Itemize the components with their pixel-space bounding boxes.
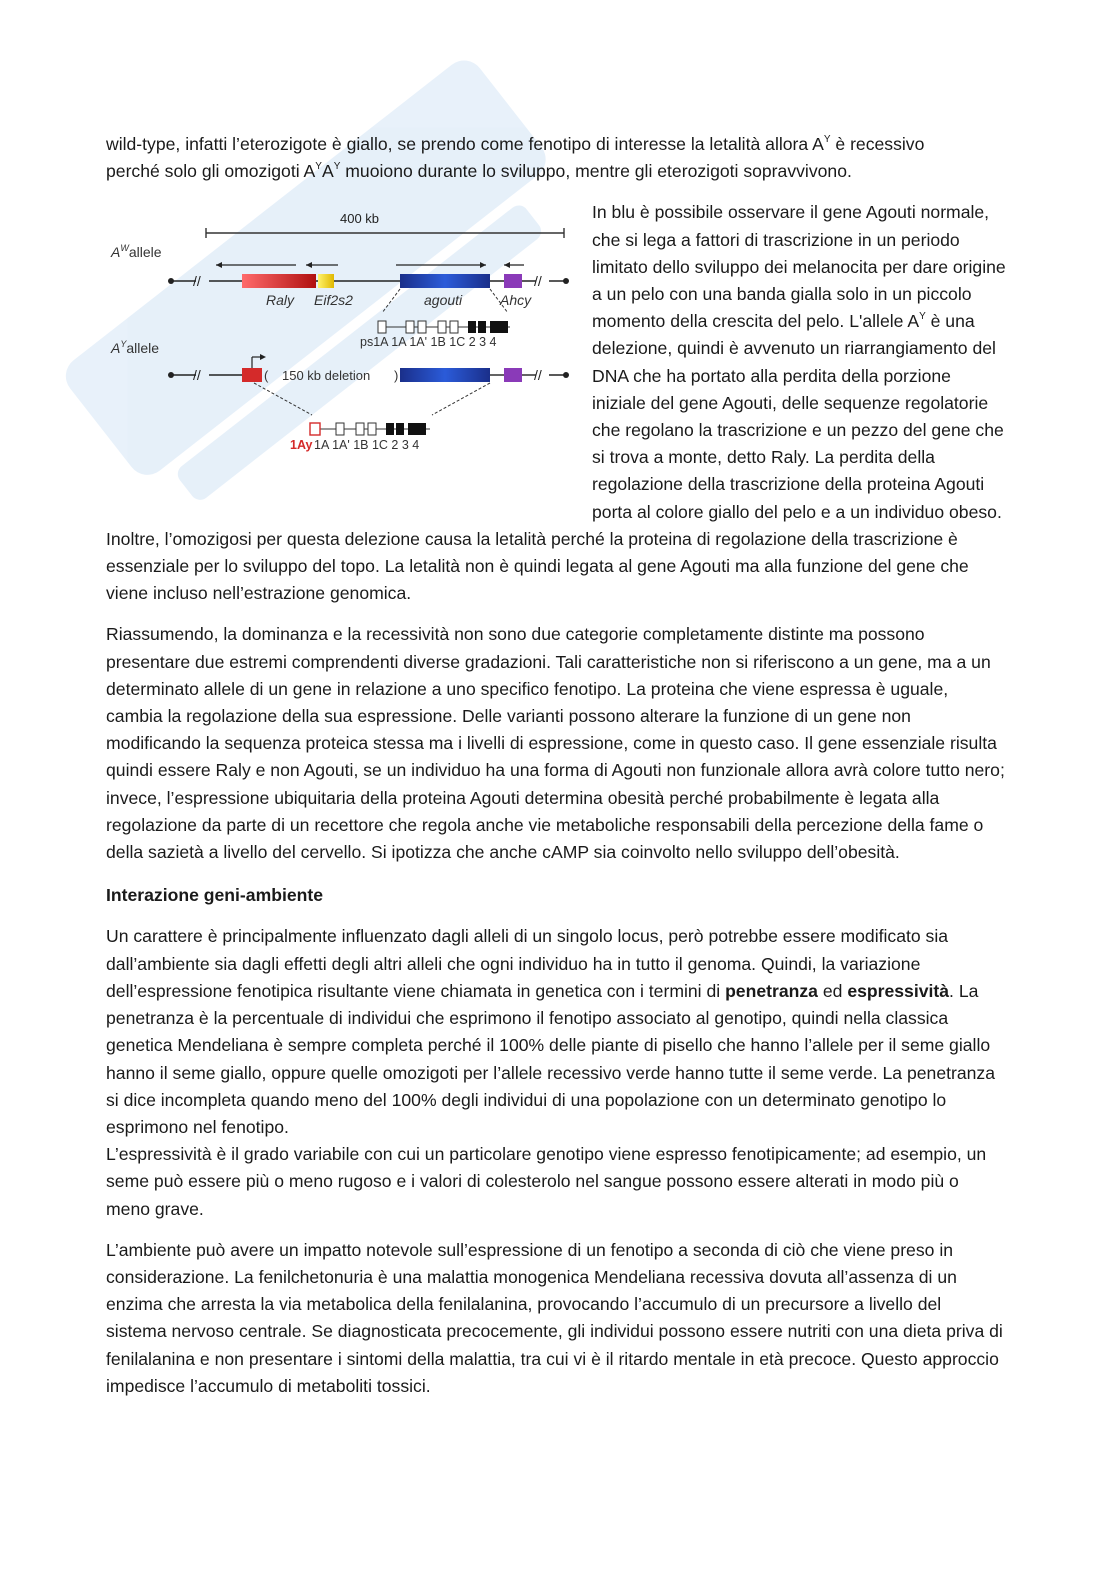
aw-allele-label: $A^Wallele$ xyxy=(111,243,162,261)
intro-paragraph: wild-type, infatti l’eterozigote è giallo, se prendo come fenotipo di interesse la letalità allora $A^Y$ è recessivo perché solo gli omozigoti $A^YA^Y$ muoiono durante lo sviluppo, mentre gli eterozigoti sopravvivono. xyxy=(106,134,925,182)
agouti-explanation-paragraph: In blu è possibile osservare il gene Agouti normale, che si lega a fattori di trascrizione in un periodo limitato dello sviluppo dei melanocita per dare origine a un pelo con una banda gialla solo in un piccolo momento della crescita del pelo. L'allele $A^Y$ è una delezione, quindi è avvenuto un riarrangiamento del DNA che ha portato alla perdita della porzione iniziale del gene Agouti, delle sequenze regolatorie che regolano la trascrizione e un pezzo del gene che si trova a monte, detto Raly. La perdita della regolazione della trascrizione della proteina Agouti porta al colore giallo del pelo e a un individuo obeso. Inoltre, l’omozigosi per questa delezione causa la letalità perché la proteina di regolazione della trascrizione è essenziale per lo sviluppo del topo. La letalità non è quindi legata al gene Agouti ma alla funzione del gene che viene incluso nell’estrazione genomica. xyxy=(106,202,1006,604)
eif2s2-gene-bar xyxy=(318,274,334,288)
svg-text:agouti: agouti xyxy=(424,292,463,309)
raly-gene-bar xyxy=(242,274,316,288)
svg-text:400 kb: 400 kb xyxy=(340,211,380,227)
ay-allele-label: $A^Yallele$ xyxy=(111,339,160,357)
svg-text:): ) xyxy=(394,368,399,384)
ahcy-ay-bar xyxy=(504,368,522,382)
section-heading: Interazione geni-ambiente xyxy=(106,885,324,906)
agouti-gene-bar xyxy=(400,274,490,288)
expressivity-paragraph: L’espressività è il grado variabile con cui un particolare genotipo viene espresso fenotipicamente; ad esempio, un seme può essere più o meno rugoso e i valori di colesterolo nel sangue possono essere alterati in modo più o meno grave. xyxy=(106,1144,987,1219)
environment-paragraph: L’ambiente può avere un impatto notevole sull’espressione di un fenotipo a seconda di ciò che viene preso in considerazione. La fenilchetonuria è una malattia monogenica Mendeliana recessiva dovuta all’assenza di un enzima che arresta la via metabolica della fenilalanina, provocando l’accumulo di un precursore a livello del sistema nervoso centrale. Se diagnosticata precocemente, gli individui possono essere nutriti con una dieta priva di fenilalanina e non presentare i sintomi della malattia, tra cui vi è il ritardo mentale in età precoce. Questo approccio impedisce l’accumulo di metaboliti tossici. xyxy=(106,1239,1003,1396)
figure-section xyxy=(106,199,1006,607)
svg-text://: // xyxy=(534,273,542,290)
svg-text:Eif2s2: Eif2s2 xyxy=(314,292,353,309)
ahcy-gene-bar xyxy=(504,274,522,288)
summary-paragraph: Riassumendo, la dominanza e la recessività non sono due categorie completamente distinte ma possono presentare due estremi comprendenti diverse gradazioni. Tali caratteristiche non si riferiscono a un gene, ma a un determinato allele di un gene in relazione a uno specifico fenotipo. La proteina che viene espressa è uguale, cambia la regolazione della sua espressione. Delle varianti possono alterare la funzione di un gene non modificando la sequenza proteica stessa ma i livelli di espressione, come in questo caso. Il gene essenziale risulta quindi essere Raly e non Agouti, se un individuo ha una forma di Agouti non funzionale allora avrà colore tutto nero; invece, l’espressione ubiquitaria della proteina Agouti determina obesità perché probabilmente è legata alla regolazione da parte di un recettore che regola anche vie metaboliche responsabili della percezione della fame o della sazietà a livello del cervello. Si ipotizza che anche cAMP sia coinvolto nello sviluppo dell’obesità. xyxy=(106,624,1005,863)
term-espressivita: espressività xyxy=(847,980,950,1001)
svg-text://: // xyxy=(534,367,542,384)
svg-text:1Ay: 1Ay xyxy=(290,438,313,453)
term-penetranza: penetranza xyxy=(725,980,818,1001)
agouti-locus-figure xyxy=(106,203,582,503)
svg-text:Raly: Raly xyxy=(266,292,295,309)
document-body xyxy=(106,131,1006,1400)
svg-text:150 kb deletion: 150 kb deletion xyxy=(282,368,371,384)
agouti-ay-bar xyxy=(400,368,490,382)
penetrance-paragraph: Un carattere è principalmente influenzato dagli alleli di un singolo locus, però potrebbe essere modificato sia dall’ambiente sia dagli effetti degli altri alleli che ogni individuo ha in tutto il genoma. Quindi, la variazione dell’espressione fenotipica risultante viene chiamata in genetica con i termini di penetranza ed espressività. La penetranza è la percentuale di individui che esprimono il fenotipo associato al genotipo, quindi nella classica genetica Mendeliana è sempre completa perché il 100% delle piante di pisello che hanno l’allele per il seme giallo hanno il seme giallo, oppure quelle omozigoti per l’allele recessivo verde hanno tutte il seme verde. La penetranza si dice incompleta quando meno del 100% degli individui di una popolazione con un determinato genotipo lo esprimono nel fenotipo. xyxy=(106,926,996,1137)
svg-text://: // xyxy=(193,367,201,384)
svg-text:ps1A 1A 1A' 1B 1C 2 3 4: ps1A 1A 1A' 1B 1C 2 3 4 xyxy=(360,335,497,350)
svg-text:1A 1A' 1B 1C 2 3 4: 1A 1A' 1B 1C 2 3 4 xyxy=(314,438,420,453)
agouti-locus-diagram xyxy=(106,203,582,503)
svg-text:Ahcy: Ahcy xyxy=(500,292,532,309)
svg-text://: // xyxy=(193,273,201,290)
raly-remnant-bar xyxy=(242,368,262,382)
svg-text:(: ( xyxy=(264,368,269,384)
